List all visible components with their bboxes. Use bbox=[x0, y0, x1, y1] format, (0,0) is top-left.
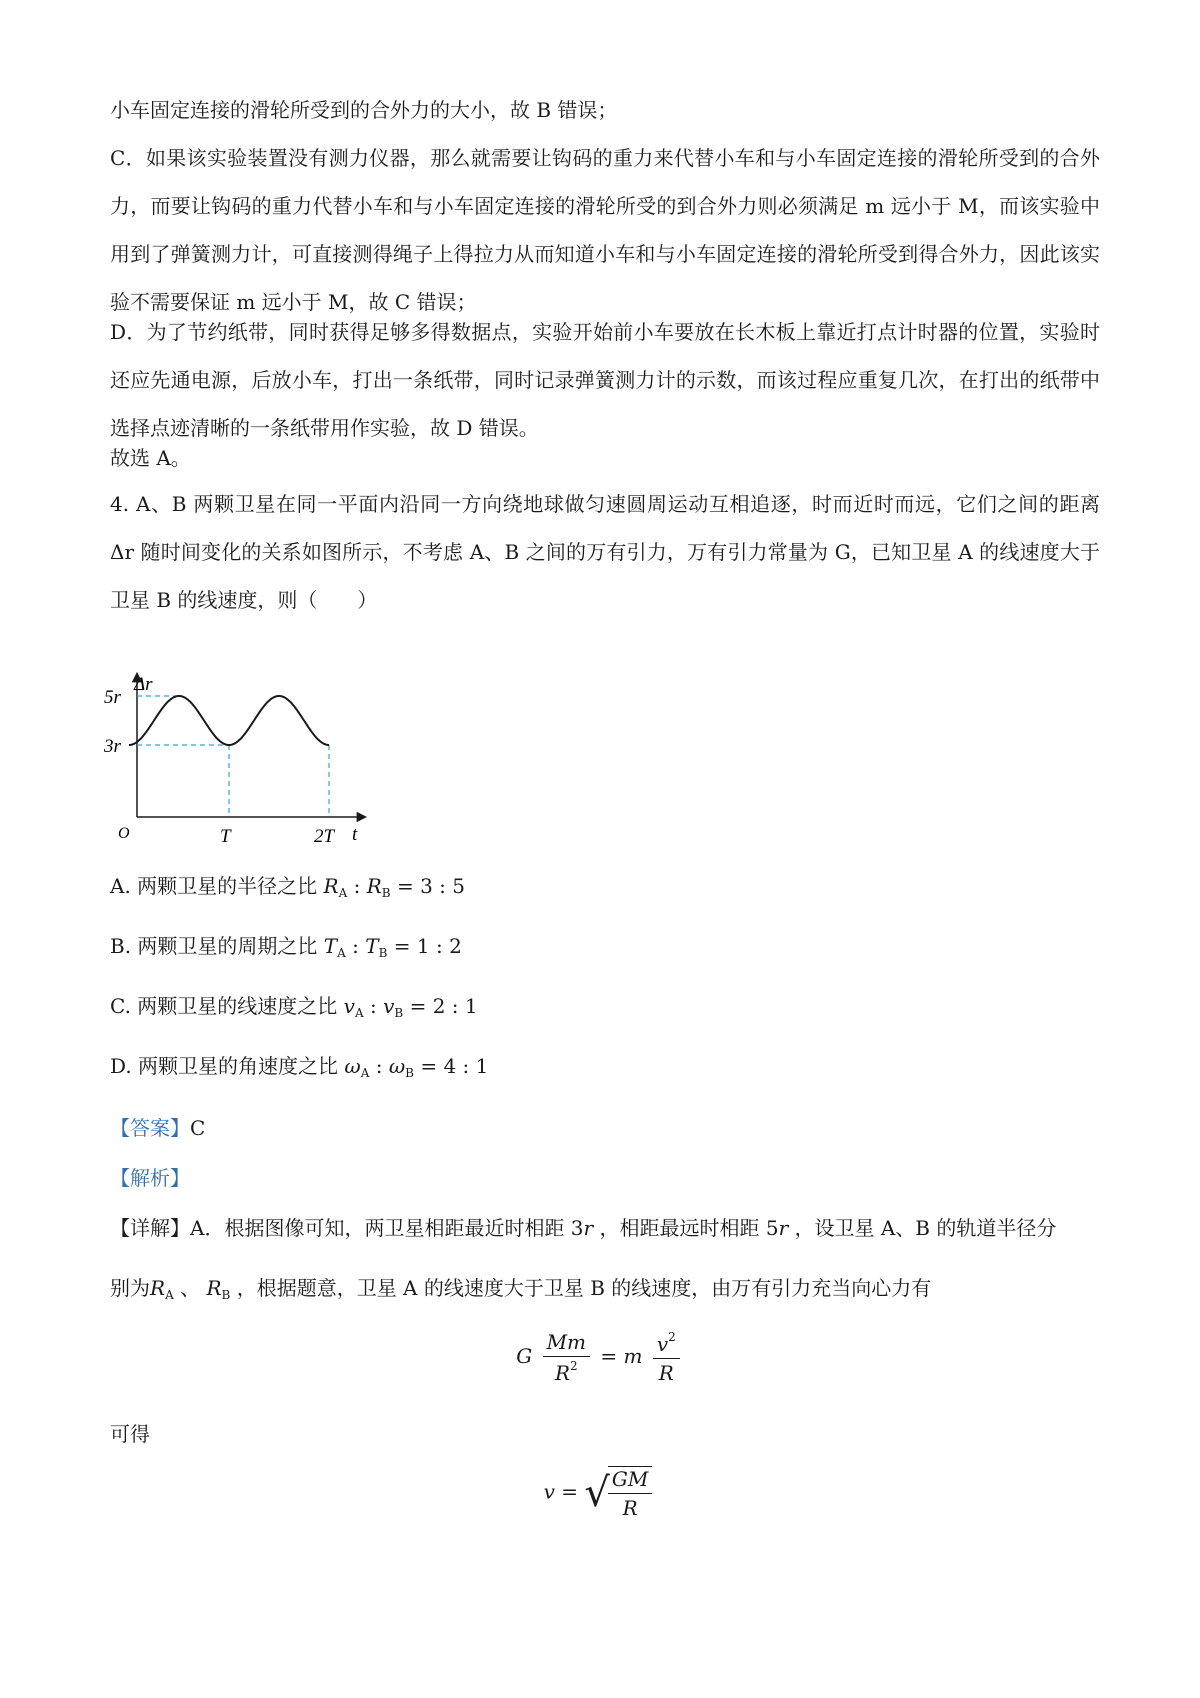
paragraph-option-d: D．为了节约纸带，同时获得足够多得数据点，实验开始前小车要放在长木板上靠近打点计时器的位置，实验时还应先通电源，后放小车，打出一条纸带，同时记录弹簧测力计的示数，而该过程应重复几次，在打出的纸带中选择点迹清晰的一条纸带用作实验，故 D 错误。 bbox=[110, 320, 1100, 440]
paragraph-conclusion: 故选 A。 bbox=[110, 446, 191, 470]
can-get: 可得 bbox=[110, 1422, 150, 1446]
solution-line-2: 别为$R_A$ 、 $R_B$ ，根据题意，卫星 A 的线速度大于卫星 B 的线速度，由万有引力充当向心力有 bbox=[110, 1276, 932, 1302]
distance-time-graph bbox=[100, 670, 400, 850]
y-tick-3r: 3r bbox=[104, 736, 121, 757]
paragraph-option-c: C．如果该实验装置没有测力仪器，那么就需要让钩码的重力来代替小车和与小车固定连接的滑轮所受到的合外力，而要让钩码的重力代替小车和与小车固定连接的滑轮所受的到合外力则必须满足 m 远小于 M，而该实验中用到了弹簧测力计，可直接测得绳子上得拉力从而知道小车和与小车固定连接的滑轮所受到得合外力，因此该实验不需要保证 m 远小于 M，故 C 错误； bbox=[110, 146, 1100, 314]
option-c[interactable]: C. 两颗卫星的线速度之比 $v_A$ : $v_B = 2$ : 1 bbox=[110, 994, 478, 1020]
origin-label: O bbox=[118, 825, 130, 842]
y-tick-5r: 5r bbox=[104, 687, 121, 708]
x-tick-T: T bbox=[220, 826, 231, 847]
answer-line bbox=[110, 1112, 205, 1141]
option-b[interactable]: B. 两颗卫星的周期之比 $T_A$ : $T_B = 1$ : 2 bbox=[110, 934, 462, 960]
question-4-stem: 4. A、B 两颗卫星在同一平面内沿同一方向绕地球做匀速圆周运动互相追逐，时而近时而远，它们之间的距离 Δr 随时间变化的关系如图所示，不考虑 A、B 之间的万有引力，万有引力常量为 G，已知卫星 A 的线速度大于卫星 B 的线速度，则（ ） bbox=[110, 492, 1100, 612]
paragraph-1: 小车固定连接的滑轮所受到的合外力的大小，故 B 错误； bbox=[110, 98, 618, 122]
answer-label: 【答案】 bbox=[110, 1116, 190, 1140]
detail-label: 【详解】 bbox=[110, 1216, 190, 1240]
y-axis-label: Δr bbox=[134, 674, 153, 695]
option-d[interactable]: D. 两颗卫星的角速度之比 $\omega_A$ : $\omega_B = 4$ : 1 bbox=[110, 1054, 489, 1080]
option-c-text: C. 两颗卫星的线速度之比 bbox=[110, 994, 338, 1018]
analysis-label: 【解析】 bbox=[110, 1166, 190, 1190]
option-b-text: B. 两颗卫星的周期之比 bbox=[110, 934, 318, 958]
x-axis-label: t bbox=[352, 824, 358, 845]
equation-gravity: G $\frac{Mm}{R^2}$ = m $\frac{v^2}{R}$ bbox=[0, 1330, 1200, 1385]
distance-curve bbox=[129, 696, 329, 745]
option-d-text: D. 两颗卫星的角速度之比 bbox=[110, 1054, 339, 1078]
option-a[interactable]: A. 两颗卫星的半径之比 $R_A$ : $R_B = 3$ : 5 bbox=[110, 874, 465, 900]
answer-value: C bbox=[190, 1116, 206, 1140]
option-a-text: A. 两颗卫星的半径之比 bbox=[110, 874, 318, 898]
x-tick-2T: 2T bbox=[314, 826, 335, 847]
solution-line-1: 【详解】A．根据图像可知，两卫星相距最近时相距 3r ，相距最远时相距 5r ，设卫星 A、B 的轨道半径分 bbox=[110, 1216, 1057, 1240]
equation-velocity: v = √ $\frac{GM}{R}$ bbox=[0, 1466, 1200, 1520]
